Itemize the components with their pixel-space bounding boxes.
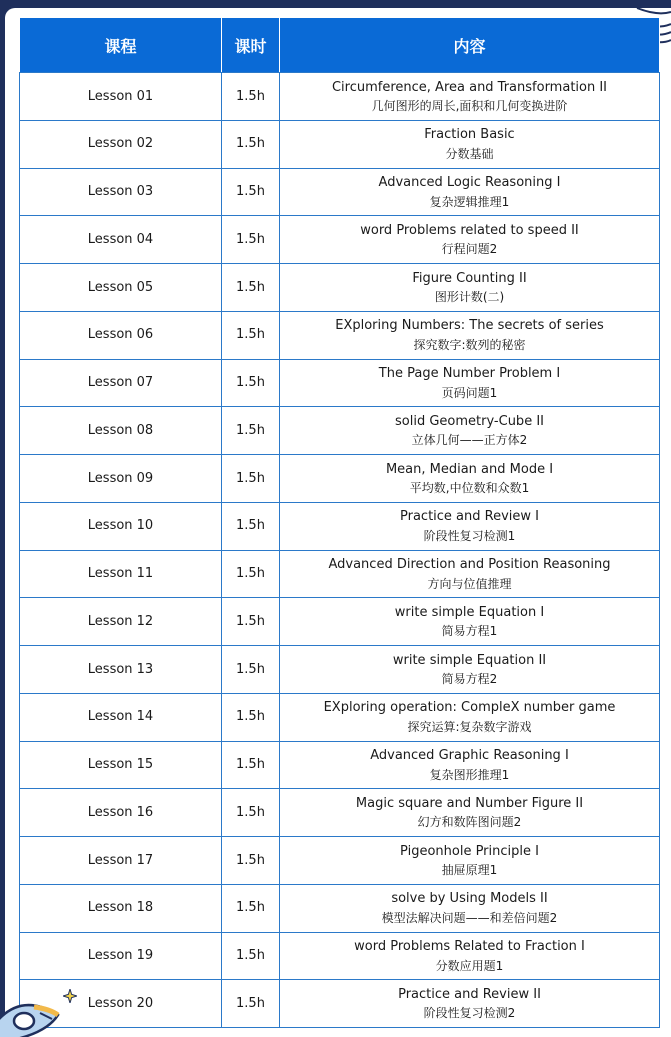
lesson-cell: Lesson 10 [20, 502, 222, 550]
content-chinese: 幻方和数阵图问题2 [417, 815, 522, 830]
content-chinese: 探究运算:复杂数字游戏 [407, 719, 532, 734]
content-chinese: 简易方程2 [441, 672, 498, 687]
content-english: Fraction Basic [424, 127, 515, 143]
table-row [20, 884, 660, 932]
content-english: Advanced Logic Reasoning I [378, 175, 561, 190]
lesson-cell: Lesson 07 [20, 359, 222, 407]
lesson-cell: Lesson 04 [20, 216, 222, 264]
hours-cell: 1.5h [222, 73, 280, 121]
hours-cell: 1.5h [222, 407, 280, 455]
hours-cell: 1.5h [222, 550, 280, 598]
content-chinese: 几何图形的周长,面积和几何变换进阶 [371, 99, 568, 114]
content-cell [280, 884, 660, 932]
content-english: The Page Number Problem I [378, 366, 561, 381]
table-row [20, 359, 660, 407]
hours-cell: 1.5h [222, 311, 280, 359]
content-cell [280, 216, 660, 264]
lesson-cell: Lesson 03 [20, 168, 222, 216]
content-english: Magic square and Number Figure II [355, 795, 584, 811]
hours-cell: 1.5h [222, 693, 280, 741]
table-row [20, 789, 660, 837]
content-chinese: 分数基础 [445, 146, 494, 161]
lesson-cell: Lesson 19 [20, 932, 222, 980]
content-cell [280, 646, 660, 694]
hours-cell: 1.5h [222, 598, 280, 646]
hours-cell: 1.5h [222, 837, 280, 885]
sparkle-star-icon [63, 989, 77, 1003]
table-row [20, 837, 660, 885]
content-english: Practice and Review II [398, 986, 541, 1002]
content-english: solve by Using Models II [391, 891, 548, 907]
content-cell [280, 455, 660, 503]
hours-cell: 1.5h [222, 789, 280, 837]
table-row [20, 693, 660, 741]
content-english: Practice and Review I [400, 509, 539, 525]
content-chinese: 复杂逻辑推理1 [429, 194, 510, 209]
lesson-cell: Lesson 01 [20, 73, 222, 121]
hours-cell: 1.5h [222, 932, 280, 980]
table-row [20, 741, 660, 789]
lesson-cell: Lesson 12 [20, 598, 222, 646]
table-row [20, 264, 660, 312]
lesson-cell: Lesson 08 [20, 407, 222, 455]
content-chinese: 分数应用题1 [435, 958, 504, 973]
lesson-cell: Lesson 14 [20, 693, 222, 741]
content-cell [280, 598, 660, 646]
table-row [20, 73, 660, 121]
lesson-cell: Lesson 17 [20, 837, 222, 885]
content-english: write simple Equation II [392, 652, 547, 668]
content-cell [280, 407, 660, 455]
content-chinese: 方向与位值推理 [427, 576, 512, 591]
lesson-cell: Lesson 11 [20, 550, 222, 598]
course-schedule-table [19, 17, 659, 1028]
table-row [20, 646, 660, 694]
content-cell [280, 932, 660, 980]
content-cell [280, 741, 660, 789]
table-row [20, 168, 660, 216]
content-chinese: 简易方程1 [441, 624, 498, 639]
content-english: word Problems related to speed II [360, 222, 579, 238]
lesson-cell: Lesson 20 [20, 980, 222, 1028]
content-english: Circumference, Area and Transformation II [331, 79, 608, 95]
table-row [20, 932, 660, 980]
hours-cell: 1.5h [222, 216, 280, 264]
table-row [20, 455, 660, 503]
table-row [20, 407, 660, 455]
lesson-cell: Lesson 02 [20, 120, 222, 168]
content-chinese: 平均数,中位数和众数1 [409, 481, 530, 496]
lesson-cell: Lesson 06 [20, 311, 222, 359]
content-cell [280, 550, 660, 598]
content-cell [280, 837, 660, 885]
hours-cell: 1.5h [222, 359, 280, 407]
content-cell [280, 120, 660, 168]
content-english: solid Geometry-Cube II [395, 413, 544, 429]
lesson-cell: Lesson 15 [20, 741, 222, 789]
lesson-cell: Lesson 13 [20, 646, 222, 694]
header-course: 课程 [20, 18, 222, 73]
table-header-row [20, 18, 660, 73]
table-row [20, 598, 660, 646]
header-content: 内容 [280, 18, 660, 73]
content-chinese: 立体几何——正方体2 [411, 433, 528, 448]
lesson-cell: Lesson 16 [20, 789, 222, 837]
hours-cell: 1.5h [222, 646, 280, 694]
lesson-cell: Lesson 05 [20, 264, 222, 312]
content-chinese: 模型法解决问题——和差倍问题2 [381, 910, 558, 925]
table-row [20, 502, 660, 550]
hours-cell: 1.5h [222, 264, 280, 312]
content-cell [280, 311, 660, 359]
content-english: EXploring Numbers: The secrets of series [335, 318, 604, 334]
content-cell [280, 980, 660, 1028]
content-english: Mean, Median and Mode I [385, 461, 554, 477]
content-cell [280, 693, 660, 741]
content-cell [280, 168, 660, 216]
hours-cell: 1.5h [222, 168, 280, 216]
content-chinese: 复杂图形推理1 [429, 767, 510, 782]
content-chinese: 阶段性复习检测2 [423, 1006, 516, 1021]
table-row [20, 216, 660, 264]
table-row [20, 120, 660, 168]
content-chinese: 页码问题1 [441, 385, 498, 400]
content-english: Pigeonhole Principle I [400, 843, 539, 859]
hours-cell: 1.5h [222, 980, 280, 1028]
content-chinese: 探究数字:数列的秘密 [413, 337, 526, 352]
hours-cell: 1.5h [222, 884, 280, 932]
content-english: word Problems Related to Fraction I [354, 939, 585, 954]
table-row [20, 550, 660, 598]
content-cell [280, 73, 660, 121]
content-chinese: 阶段性复习检测1 [423, 528, 516, 543]
content-cell [280, 264, 660, 312]
content-english: write simple Equation I [394, 604, 545, 620]
table-row [20, 980, 660, 1028]
lesson-cell: Lesson 18 [20, 884, 222, 932]
content-english: Advanced Direction and Position Reasoning [328, 557, 611, 572]
content-english: EXploring operation: CompleX number game [323, 700, 616, 716]
table-row [20, 311, 660, 359]
content-cell [280, 502, 660, 550]
content-cell [280, 359, 660, 407]
content-english: Advanced Graphic Reasoning I [370, 748, 569, 763]
hours-cell: 1.5h [222, 455, 280, 503]
content-cell [280, 789, 660, 837]
content-english: Figure Counting II [412, 270, 527, 286]
content-chinese: 抽屉原理1 [441, 863, 498, 878]
lesson-cell: Lesson 09 [20, 455, 222, 503]
header-hours: 课时 [222, 18, 280, 73]
hours-cell: 1.5h [222, 741, 280, 789]
content-chinese: 行程问题2 [441, 242, 498, 257]
hours-cell: 1.5h [222, 502, 280, 550]
content-chinese: 图形计数(二) [434, 290, 505, 305]
hours-cell: 1.5h [222, 120, 280, 168]
